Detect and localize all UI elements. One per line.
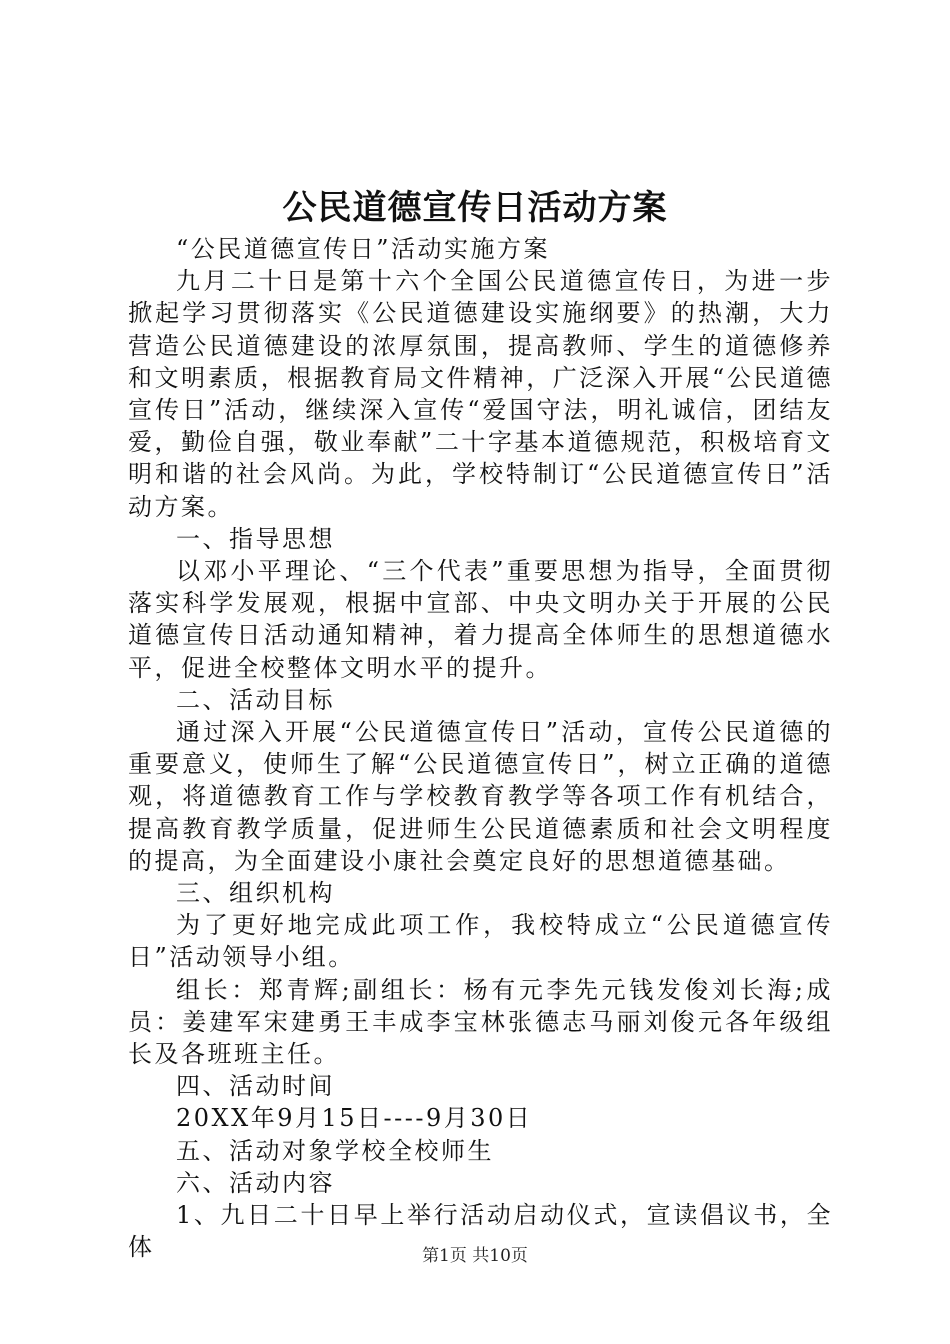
heading-activity-content: 六、活动内容 <box>176 1168 335 1197</box>
document-title: 公民道德宣传日活动方案 <box>282 188 668 228</box>
heading-guiding-thought: 一、指导思想 <box>176 524 335 553</box>
heading-organization: 三、组织机构 <box>176 879 335 908</box>
paragraph-guiding-thought: 以邓小平理论、“三个代表”重要思想为指导，全面贯彻落实科学发展观，根据中宣部、中央文明办关于开展的公民道德宣传日活动通知精神，着力提高全体师生的思想道德水平，促进全校整体文明水平的提升。 <box>128 557 833 682</box>
paragraph-intro: 九月二十日是第十六个全国公民道德宣传日，为进一步掀起学习贯彻落实《公民道德建设实施纲要》的热潮，大力营造公民道德建设的浓厚氛围，提高教师、学生的道德修养和文明素质，根据教育局文件精神，广泛深入开展“公民道德宣传日”活动，继续深入宣传“爱国守法，明礼诚信，团结友爱，勤俭自强，敬业奉献”二十字基本道德规范，积极培育文明和谐的社会风尚。为此，学校特制订“公民道德宣传日”活动方案。 <box>128 267 833 521</box>
paragraph-activity-time: 20XX年9月15日----9月30日 <box>176 1104 533 1133</box>
paragraph-activity-goal: 通过深入开展“公民道德宣传日”活动，宣传公民道德的重要意义，使师生了解“公民道德宣传日”，树立正确的道德观，将道德教育工作与学校教育教学等各项工作有机结合，提高教育教学质量，促进师生公民道德素质和社会文明程度的提高，为全面建设小康社会奠定良好的思想道德基础。 <box>128 718 833 875</box>
heading-activity-time: 四、活动时间 <box>176 1072 335 1101</box>
document-body <box>128 233 833 1264</box>
heading-activity-target: 五、活动对象学校全校师生 <box>176 1136 494 1165</box>
paragraph-subtitle: “公民道德宣传日”活动实施方案 <box>176 235 551 263</box>
heading-activity-goal: 二、活动目标 <box>176 685 335 714</box>
paragraph-activity-content-1: 1、九日二十日早上举行活动启动仪式，宣读倡议书，全体 <box>128 1201 833 1262</box>
paragraph-organization: 为了更好地完成此项工作，我校特成立“公民道德宣传日”活动领导小组。 <box>128 911 833 972</box>
paragraph-members: 组长：郑青辉;副组长：杨有元李先元钱发俊刘长海;成员：姜建军宋建勇王丰成李宝林张德志马丽刘俊元各年级组长及各班班主任。 <box>128 975 833 1069</box>
page-number: 第1页 共10页 <box>422 1246 528 1266</box>
